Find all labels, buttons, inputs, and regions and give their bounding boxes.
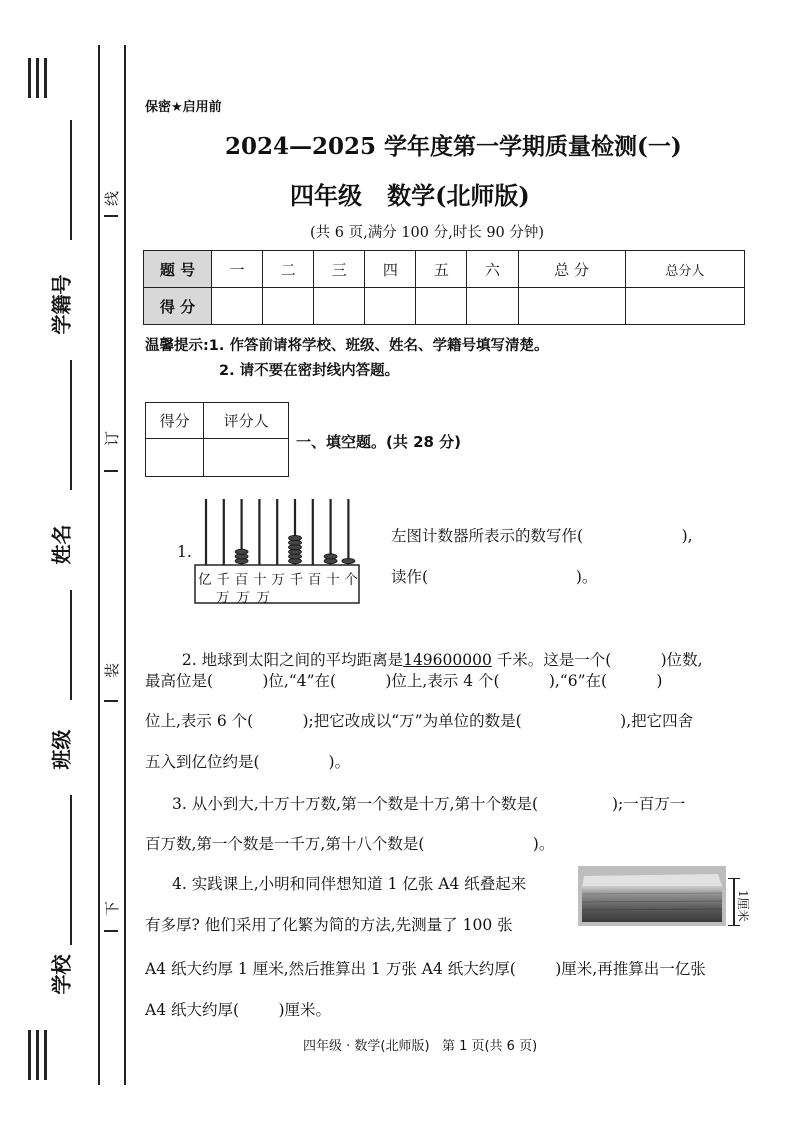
abacus-label: 亿 xyxy=(198,572,212,588)
q2-line-1 xyxy=(172,630,703,670)
q2-line-3: 位上,表示 6 个( );把它改成以“万”为单位的数是( ),把它四舍 xyxy=(145,712,694,730)
score-cell[interactable] xyxy=(365,288,416,325)
q2-text: 千米。这是一个( )位数, xyxy=(491,651,703,669)
score-cell[interactable] xyxy=(212,288,263,325)
score-cell[interactable] xyxy=(314,288,365,325)
q2-line-4: 五入到亿位约是( )。 xyxy=(145,753,351,771)
abacus-label: 万 xyxy=(236,590,250,606)
score-header-cell: 题 号 xyxy=(144,251,212,288)
q4-line-1: 4. 实践课上,小明和同伴想知道 1 亿张 A4 纸叠起来 xyxy=(172,875,527,893)
score-table xyxy=(143,250,745,325)
margin-bar xyxy=(36,1030,39,1080)
seal-char: 装 xyxy=(103,662,122,679)
score-header-cell: 四 xyxy=(365,251,416,288)
score-header-cell: 总分人 xyxy=(625,251,744,288)
seal-tick xyxy=(104,700,118,702)
abacus-label: 万 xyxy=(271,572,285,588)
abacus-bead xyxy=(289,535,302,540)
tips-line-1: 温馨提示:1. 作答前请将学校、班级、姓名、学籍号填写清楚。 xyxy=(145,338,549,354)
q4-line-4: A4 纸大约厚( )厘米。 xyxy=(145,1001,331,1019)
grader-reviewer-cell[interactable] xyxy=(204,439,289,477)
score-header-cell: 二 xyxy=(263,251,314,288)
score-row-label: 得 分 xyxy=(144,288,212,325)
margin-bar xyxy=(44,58,47,98)
score-header-cell: 三 xyxy=(314,251,365,288)
seal-line xyxy=(124,45,126,1085)
section-1-heading: 一、填空题。(共 28 分) xyxy=(296,433,462,451)
q2-text: 2. 地球到太阳之间的平均距离是 xyxy=(181,651,404,669)
q1-number: 1. xyxy=(177,543,192,561)
score-header-cell: 五 xyxy=(416,251,467,288)
margin-bar xyxy=(28,1030,31,1080)
q1-line-1: 左图计数器所表示的数写作( ), xyxy=(391,527,693,545)
abacus xyxy=(194,495,360,605)
page-footer: 四年级 · 数学(北师版) 第 1 页(共 6 页) xyxy=(303,1039,538,1054)
q3-line-2: 百万数,第一个数是一千万,第十八个数是( )。 xyxy=(145,835,555,853)
binding-margin xyxy=(0,0,135,1123)
thickness-label: 1厘米 xyxy=(736,890,750,922)
abacus-bead xyxy=(235,549,248,554)
field-line xyxy=(70,120,72,240)
abacus-label: 万 xyxy=(256,590,270,606)
abacus-label: 百 xyxy=(307,572,322,588)
score-header-cell: 一 xyxy=(212,251,263,288)
q1-line-2: 读作( )。 xyxy=(391,568,598,586)
score-header-cell: 总 分 xyxy=(518,251,625,288)
seal-char: 订 xyxy=(103,430,122,447)
abacus-label: 百 xyxy=(234,572,249,588)
grader-reviewer-label: 评分人 xyxy=(204,403,289,439)
margin-bar xyxy=(28,58,31,98)
seal-tick xyxy=(104,930,118,932)
class-field-label: 班级 xyxy=(49,729,74,770)
paper-stack-image xyxy=(578,866,726,926)
abacus-bead xyxy=(324,554,337,559)
abacus-bead xyxy=(342,558,355,563)
abacus-labels-top xyxy=(198,568,358,588)
abacus-label: 千 xyxy=(289,572,304,588)
field-line xyxy=(70,360,72,490)
page-title: 2024—2025 学年度第一学期质量检测(一) xyxy=(225,133,682,160)
abacus-label: 万 xyxy=(216,590,230,606)
student-id-field-label: 学籍号 xyxy=(49,274,74,335)
page-subtitle: 四年级 数学(北师版) xyxy=(290,181,530,210)
score-cell[interactable] xyxy=(518,288,625,325)
margin-bar xyxy=(36,58,39,98)
abacus-label: 十 xyxy=(252,572,267,588)
seal-line xyxy=(98,45,100,1085)
name-field-label: 姓名 xyxy=(49,524,74,565)
q3-line-1: 3. 从小到大,十万十万数,第一个数是十万,第十个数是( );一百万一 xyxy=(172,795,686,813)
tips-line-2: 2. 请不要在密封线内答题。 xyxy=(219,363,400,379)
q4-line-3: A4 纸大约厚 1 厘米,然后推算出 1 万张 A4 纸大约厚( )厘米,再推算出一亿张 xyxy=(145,960,706,978)
score-cell[interactable] xyxy=(416,288,467,325)
margin-bar xyxy=(44,1030,47,1080)
grader-score-cell[interactable] xyxy=(146,439,204,477)
q4-line-2: 有多厚? 他们采用了化繁为简的方法,先测量了 100 张 xyxy=(145,916,513,934)
field-line xyxy=(70,795,72,945)
seal-char: 下 xyxy=(103,900,122,917)
paper-stack-photo xyxy=(578,866,726,926)
abacus-label: 十 xyxy=(326,572,340,588)
score-header-cell: 六 xyxy=(467,251,518,288)
q2-distance-number: 149600000 xyxy=(403,651,492,669)
seal-char: 线 xyxy=(103,190,122,207)
school-field-label: 学校 xyxy=(49,954,74,995)
score-cell[interactable] xyxy=(263,288,314,325)
field-line xyxy=(70,590,72,700)
seal-tick xyxy=(104,215,118,217)
secret-label: 保密★启用前 xyxy=(145,100,222,115)
seal-tick xyxy=(104,470,118,472)
grader-score-label: 得分 xyxy=(146,403,204,439)
exam-info: (共 6 页,满分 100 分,时长 90 分钟) xyxy=(310,225,545,241)
grader-table xyxy=(145,402,289,477)
abacus-label: 个 xyxy=(344,572,358,588)
score-cell[interactable] xyxy=(625,288,744,325)
abacus-label: 千 xyxy=(216,572,230,588)
score-cell[interactable] xyxy=(467,288,518,325)
q2-line-2: 最高位是( )位,“4”在( )位上,表示 4 个( ),“6”在( ) xyxy=(145,672,663,690)
abacus-labels-bottom xyxy=(216,586,270,606)
